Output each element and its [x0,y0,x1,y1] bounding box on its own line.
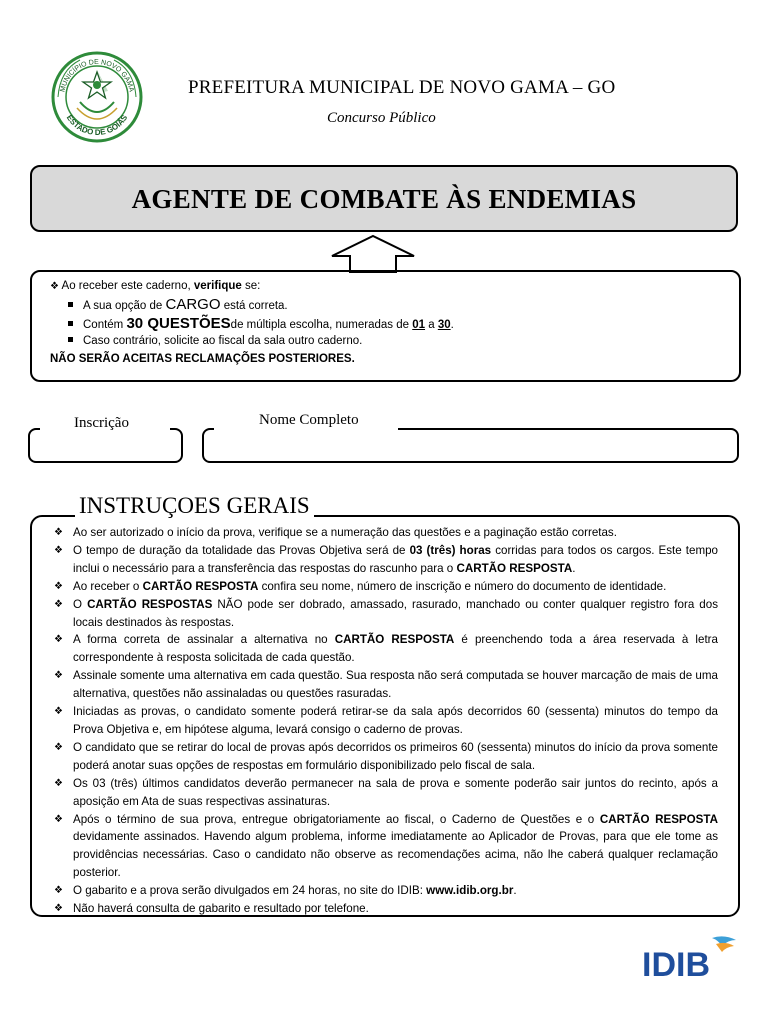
list-item [54,811,718,883]
org-subtitle: Concurso Público [327,110,436,126]
diamond-bullet-icon: ❖ [50,281,59,292]
square-bullet-icon [68,321,73,326]
list-item [54,578,718,596]
item-text: Assinale somente uma alternativa em cada questão. Sua resposta não será computada se houver marcação de mais de uma alternativa, questões não assinaladas ou questões rasuradas. [73,669,718,701]
instructions-title: INSTRUÇOES GERAIS [75,493,314,519]
list-item [54,882,718,900]
item-text: O candidato que se retirar do local de provas após decorridos os primeiros 60 (sessenta) minutos do início da prova somente poderá anotar suas opções de respostas em formulário disponibilizado pelo fiscal de sala. [73,740,718,772]
item-text: devidamente assinados. Havendo algum problema, informe imediatamente ao Aplicador de Provas, para que ele tome as providências necessárias. Caso o candidato não observe as recomendações acima, não lhe caberá qualquer reclamação posterior. [73,830,718,880]
org-title: PREFEITURA MUNICIPAL DE NOVO GAMA – GO [188,77,616,98]
instructions-list [54,524,718,918]
verify-item2-pre: Contém [83,319,127,331]
diamond-bullet-icon: ❖ [54,527,63,538]
verify-item2-and: a [425,319,438,331]
square-bullet-icon [68,302,73,307]
item-bold: CARTÃO RESPOSTAS [87,597,213,611]
verify-item1-big: CARGO [165,296,221,313]
item-text: . [513,884,517,898]
inscricao-field[interactable] [28,428,183,463]
arrow-up-icon [330,234,416,274]
verify-item-cargo [68,298,288,313]
diamond-bullet-icon: ❖ [54,544,63,556]
list-item [54,703,718,739]
cargo-title: AGENTE DE COMBATE ÀS ENDEMIAS [131,184,637,214]
item-text: O tempo de duração da totalidade das Provas Objetiva será de [73,543,410,557]
seal-text-bottom: ESTADO DE GOIÁS [64,113,130,138]
diamond-bullet-icon: ❖ [54,741,63,753]
idib-site-link[interactable]: www.idib.org.br [426,884,514,898]
diamond-bullet-icon: ❖ [54,813,63,825]
item-text: Iniciadas as provas, o candidato somente poderá retirar-se da sala após decorridos 60 (sessenta) minutos do tempo da Prova Objetiva e, em hipótese alguma, levará consigo o caderno de provas. [73,705,718,736]
item-text: Ao receber o [73,579,143,593]
verify-item-contrario [68,334,362,348]
item-text: . [572,561,576,575]
inscricao-label: Inscrição [74,415,129,431]
diamond-bullet-icon: ❖ [54,706,63,718]
verify-intro-post: se: [241,280,261,292]
item-bold: CARTÃO RESPOSTA [599,812,718,826]
diamond-bullet-icon: ❖ [54,580,63,592]
list-item [54,596,718,632]
list-item [54,542,718,578]
list-item [54,524,718,542]
list-item [54,775,718,811]
municipal-seal-logo [50,50,144,144]
item-text: A forma correta de assinalar a alternativa no [73,633,335,647]
verify-item-questoes [68,317,454,332]
verify-item2-end: . [450,319,454,331]
idib-logo-text: IDIB [642,946,710,982]
list-item [54,667,718,703]
item-text: Os 03 (três) últimos candidatos deverão permanecer na sala de prova e somente poderão sair juntos do recinto, após a aposição em Ata de suas respectivas assinaturas. [73,776,718,808]
list-item [54,631,718,667]
list-item [54,739,718,775]
verify-warning: NÃO SERÃO ACEITAS RECLAMAÇÕES POSTERIORES. [50,353,355,365]
verify-item1-pre: A sua opção de [83,300,166,312]
verify-item2-to: 30 [437,319,451,331]
verify-item1-post: está correta. [223,300,288,312]
item-text: Ao ser autorizado o início da prova, verifique se a numeração das questões e a paginação estão corretas. [73,526,617,539]
verify-item2-big: 30 QUESTÕES [126,315,231,332]
diamond-bullet-icon: ❖ [54,777,63,789]
idib-logo [642,932,742,982]
item-text: é preenchendo toda a área reservada à letra correspondente à resposta solicitada de cada questão. [73,633,718,665]
item-text: Não haverá consulta de gabarito e resultado por telefone. [73,902,369,916]
item-bold: CARTÃO RESPOSTA [456,561,573,575]
nome-completo-field[interactable] [202,428,739,463]
verify-intro-text: Ao receber este caderno, [61,280,194,292]
square-bullet-icon [68,337,73,342]
diamond-bullet-icon: ❖ [54,598,63,610]
list-item [54,900,718,918]
diamond-bullet-icon: ❖ [54,903,63,915]
verify-intro-bold: verifique [193,280,242,292]
item-bold: CARTÃO RESPOSTA [142,579,259,593]
seal-text-top: MUNICÍPIO DE NOVO GAMA [59,58,135,93]
item-text: corridas para todos os cargos. Este tempo inclui o necessário para a transferência das respostas do rascunho para o [73,543,718,575]
diamond-bullet-icon: ❖ [54,634,63,646]
nome-completo-label: Nome Completo [259,412,359,428]
item-bold: 03 (três) horas [409,543,492,557]
item-text: NÃO pode ser dobrado, amassado, rasurado, manchado ou conter qualquer registro fora dos locais destinados às respostas. [73,597,718,629]
item-bold: CARTÃO RESPOSTA [334,633,455,647]
item-text: O [73,597,88,611]
item-text: O gabarito e a prova serão divulgados em 24 horas, no site do IDIB: [73,884,427,898]
verify-item3: Caso contrário, solicite ao fiscal da sala outro caderno. [83,335,363,347]
diamond-bullet-icon: ❖ [54,670,63,682]
verify-item2-mid: de múltipla escolha, numeradas de [230,319,413,331]
item-text: confira seu nome, número de inscrição e número do documento de identidade. [258,579,667,593]
verify-intro [50,279,260,294]
diamond-bullet-icon: ❖ [54,885,63,897]
item-text: Após o término de sua prova, entregue obrigatoriamente ao fiscal, o Caderno de Questões e o [73,812,600,826]
verify-item2-from: 01 [412,319,426,331]
